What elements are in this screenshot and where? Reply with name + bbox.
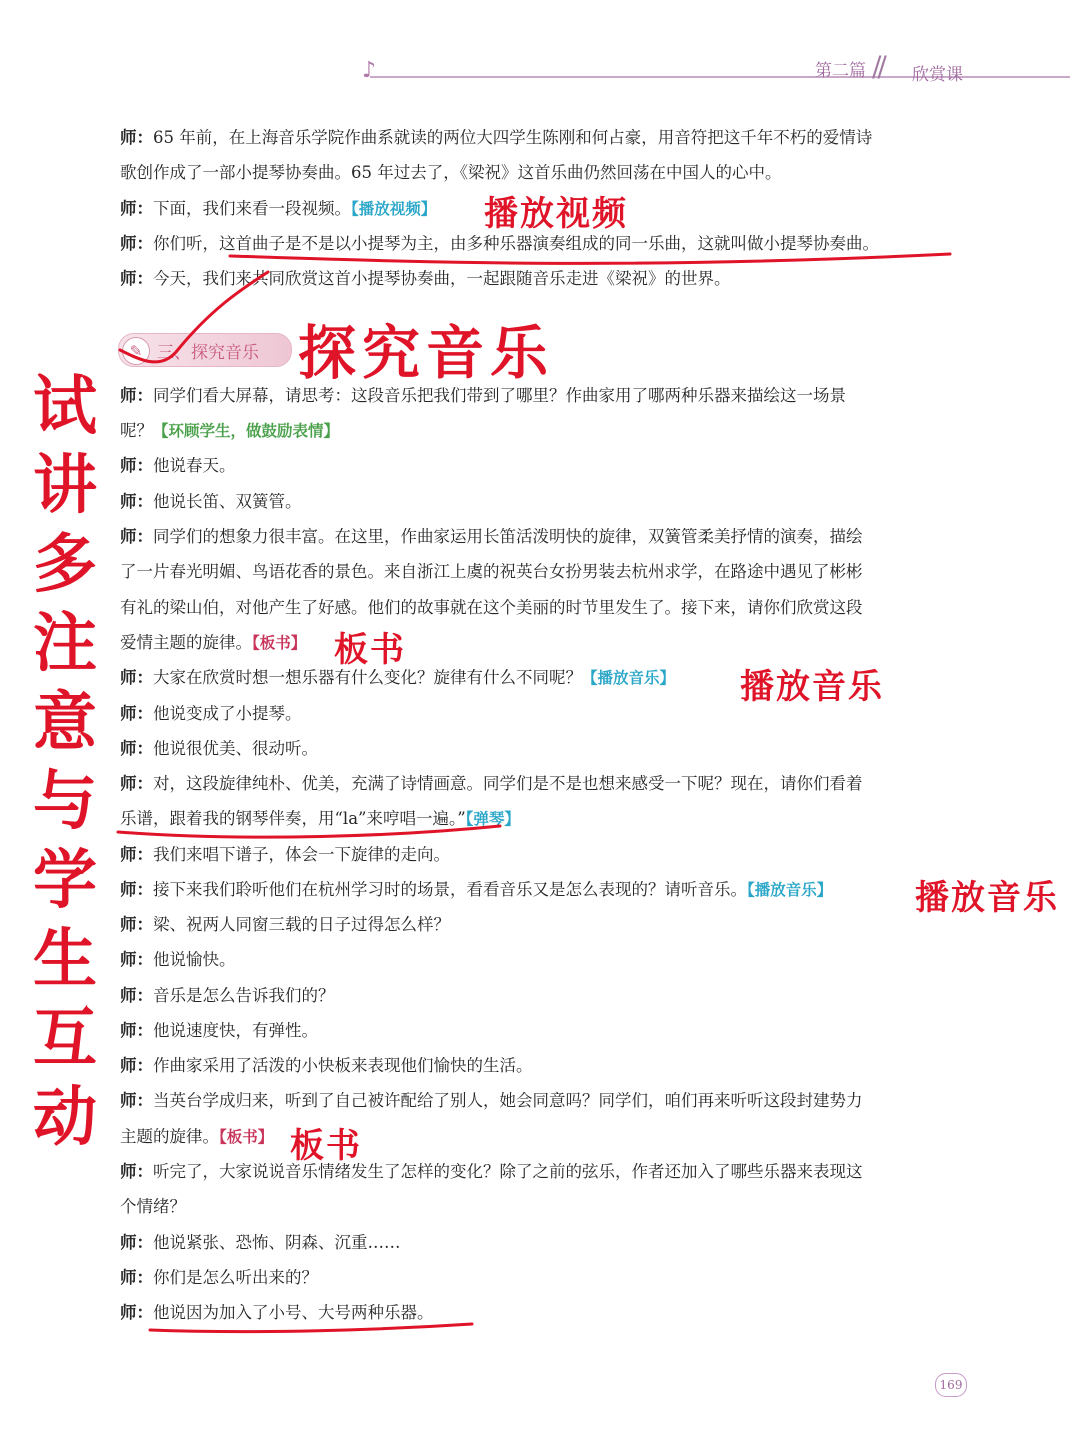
line-text: 听完了，大家说说音乐情绪发生了怎样的变化？除了之前的弦乐，作者还加入了哪些乐器来表现这 [153, 1162, 863, 1181]
line-text: 主题的旋律。 [120, 1127, 219, 1146]
speaker-label: 师： [120, 1268, 153, 1287]
side-note-char: 试 [33, 370, 97, 444]
speaker-label: 师： [120, 950, 153, 969]
speaker-label: 师： [120, 739, 153, 758]
text-line [120, 911, 450, 939]
handwritten-blackboard-1: 板书 [334, 630, 406, 670]
speaker-label: 师： [120, 880, 153, 899]
speaker-label: 师： [120, 986, 153, 1005]
stage-direction-tag: 【播放音乐】 [747, 881, 833, 899]
header-part: 第二篇 [815, 61, 866, 81]
speaker-label: 师： [120, 269, 153, 288]
pen-icon: ✎ [122, 337, 150, 365]
line-text: 下面，我们来看一段视频。 [153, 199, 351, 218]
line-text: 65 年前，在上海音乐学院作曲系就读的两位大四学生陈刚和何占豪，用音符把这千年不朽的爱情诗 [153, 128, 873, 147]
text-line [120, 629, 306, 657]
stage-direction-tag: 【环顾学生，做鼓励表情】 [153, 422, 340, 440]
speaker-label: 师： [120, 128, 153, 147]
side-note-char: 动 [33, 1081, 97, 1155]
line-text: 歌创作成了一部小提琴协奏曲。65 年过去了，《梁祝》这首乐曲仍然回荡在中国人的心中。 [120, 163, 782, 182]
section-title: 探究音乐 [191, 343, 259, 363]
text-line [120, 195, 436, 223]
text-line [120, 1193, 186, 1221]
text-line [120, 558, 863, 586]
line-text: 今天，我们来共同欣赏这首小提琴协奏曲，一起跟随音乐走进《梁祝》的世界。 [153, 269, 731, 288]
text-line [120, 265, 731, 293]
side-note-char: 讲 [33, 449, 97, 523]
speaker-label: 师： [120, 1303, 153, 1322]
speaker-label: 师： [120, 234, 153, 253]
handwritten-play-music-2: 播放音乐 [915, 878, 1059, 918]
text-line [120, 841, 450, 869]
line-text: 作曲家采用了活泼的小快板来表现他们愉快的生活。 [153, 1056, 533, 1075]
speaker-label: 师： [120, 199, 153, 218]
line-text: 音乐是怎么告诉我们的？ [153, 986, 335, 1005]
side-note-char: 意 [33, 686, 97, 760]
line-text: 呢？ [120, 421, 153, 440]
text-line [120, 1158, 863, 1186]
stage-direction-tag: 【播放音乐】 [582, 669, 676, 687]
speaker-label: 师： [120, 527, 153, 546]
line-text: 他说因为加入了小号、大号两种乐器。 [153, 1303, 434, 1322]
line-text: 乐谱，跟着我的钢琴伴奏，用“la”来哼唱一遍。” [120, 809, 466, 828]
text-line [120, 805, 520, 833]
text-line [120, 700, 302, 728]
line-text: 他说变成了小提琴。 [153, 704, 302, 723]
speaker-label: 师： [120, 1233, 153, 1252]
handwritten-explore-music: 探究音乐 [298, 319, 555, 387]
stage-direction-tag: 【弹琴】 [465, 810, 520, 828]
speaker-label: 师： [120, 1056, 153, 1075]
line-text: 个情绪？ [120, 1197, 186, 1216]
text-line [120, 124, 872, 152]
header-divider: // [872, 50, 883, 83]
stage-direction-tag: 【播放视频】 [351, 200, 437, 218]
text-line [120, 452, 236, 480]
text-line [120, 770, 863, 798]
speaker-label: 师： [120, 915, 153, 934]
line-text: 了一片春光明媚、鸟语花香的景色。来自浙江上虞的祝英台女扮男装去杭州求学，在路途中遇见了彬彬 [120, 562, 863, 581]
text-line [120, 735, 318, 763]
line-text: 你们是怎么听出来的？ [153, 1268, 318, 1287]
stage-direction-tag: 【板书】 [219, 1128, 274, 1146]
text-line [120, 159, 782, 187]
line-text: 接下来我们聆听他们在杭州学习时的场景，看看音乐又是怎么表现的？请听音乐。 [153, 880, 747, 899]
handwritten-play-video: 播放视频 [484, 194, 628, 234]
side-note-char: 多 [33, 528, 97, 602]
line-text: 你们听，这首曲子是不是以小提琴为主，由多种乐器演奏组成的同一乐曲，这就叫做小提琴协奏曲。 [153, 234, 879, 253]
side-note-char: 与 [33, 765, 97, 839]
text-line [120, 946, 236, 974]
line-text: 他说紧张、恐怖、阴森、沉重…… [153, 1233, 401, 1252]
text-line [120, 1299, 434, 1327]
line-text: 梁、祝两人同窗三载的日子过得怎么样？ [153, 915, 450, 934]
line-text: 对，这段旋律纯朴、优美，充满了诗情画意。同学们是不是也想来感受一下呢？现在，请你们看着 [153, 774, 863, 793]
speaker-label: 师： [120, 456, 153, 475]
line-text: 他说速度快，有弹性。 [153, 1021, 318, 1040]
text-line [120, 982, 335, 1010]
text-line [120, 1123, 273, 1151]
line-text: 同学们的想象力很丰富。在这里，作曲家运用长笛活泼明快的旋律，双簧管柔美抒情的演奏，描绘 [153, 527, 863, 546]
speaker-label: 师： [120, 1091, 153, 1110]
line-text: 有礼的梁山伯，对他产生了好感。他们的故事就在这个美丽的时节里发生了。接下来，请你们欣赏这段 [120, 598, 863, 617]
text-line [120, 594, 863, 622]
handwritten-play-music-1: 播放音乐 [740, 667, 884, 707]
line-text: 当英台学成归来，听到了自己被许配给了别人，她会同意吗？同学们，咱们再来听听这段封建势力 [153, 1091, 863, 1110]
side-note-char: 注 [33, 607, 97, 681]
line-text: 爱情主题的旋律。 [120, 633, 252, 652]
text-line [120, 417, 339, 445]
speaker-label: 师： [120, 668, 153, 687]
text-line [120, 1264, 318, 1292]
text-line [120, 523, 863, 551]
header-course: 欣赏课 [912, 65, 963, 85]
text-line [120, 488, 302, 516]
text-line [120, 1017, 318, 1045]
stage-direction-tag: 【板书】 [252, 634, 307, 652]
text-line [120, 1229, 401, 1257]
side-note-char: 生 [33, 923, 97, 997]
speaker-label: 师： [120, 386, 153, 405]
speaker-label: 师： [120, 1021, 153, 1040]
speaker-label: 师： [120, 492, 153, 511]
line-text: 我们来唱下谱子，体会一下旋律的走向。 [153, 845, 450, 864]
speaker-label: 师： [120, 1162, 153, 1181]
text-line [120, 1052, 533, 1080]
line-text: 他说愉快。 [153, 950, 236, 969]
speaker-label: 师： [120, 774, 153, 793]
side-note-char: 学 [33, 844, 97, 918]
line-text: 大家在欣赏时想一想乐器有什么变化？旋律有什么不同呢？ [153, 668, 582, 687]
line-text: 他说春天。 [153, 456, 236, 475]
speaker-label: 师： [120, 704, 153, 723]
handwritten-blackboard-2: 板书 [290, 1126, 362, 1166]
page-number: 169 [935, 1373, 967, 1397]
text-line [120, 1087, 863, 1115]
line-text: 他说长笛、双簧管。 [153, 492, 302, 511]
handwritten-side-note [20, 368, 110, 1158]
music-note-icon: ♪ [362, 58, 377, 83]
line-text: 同学们看大屏幕，请思考：这段音乐把我们带到了哪里？作曲家用了哪两种乐器来描绘这一场景 [153, 386, 846, 405]
side-note-char: 互 [33, 1002, 97, 1076]
text-line [120, 876, 832, 904]
section-number: 三、 [157, 343, 191, 363]
speaker-label: 师： [120, 845, 153, 864]
line-text: 他说很优美、很动听。 [153, 739, 318, 758]
